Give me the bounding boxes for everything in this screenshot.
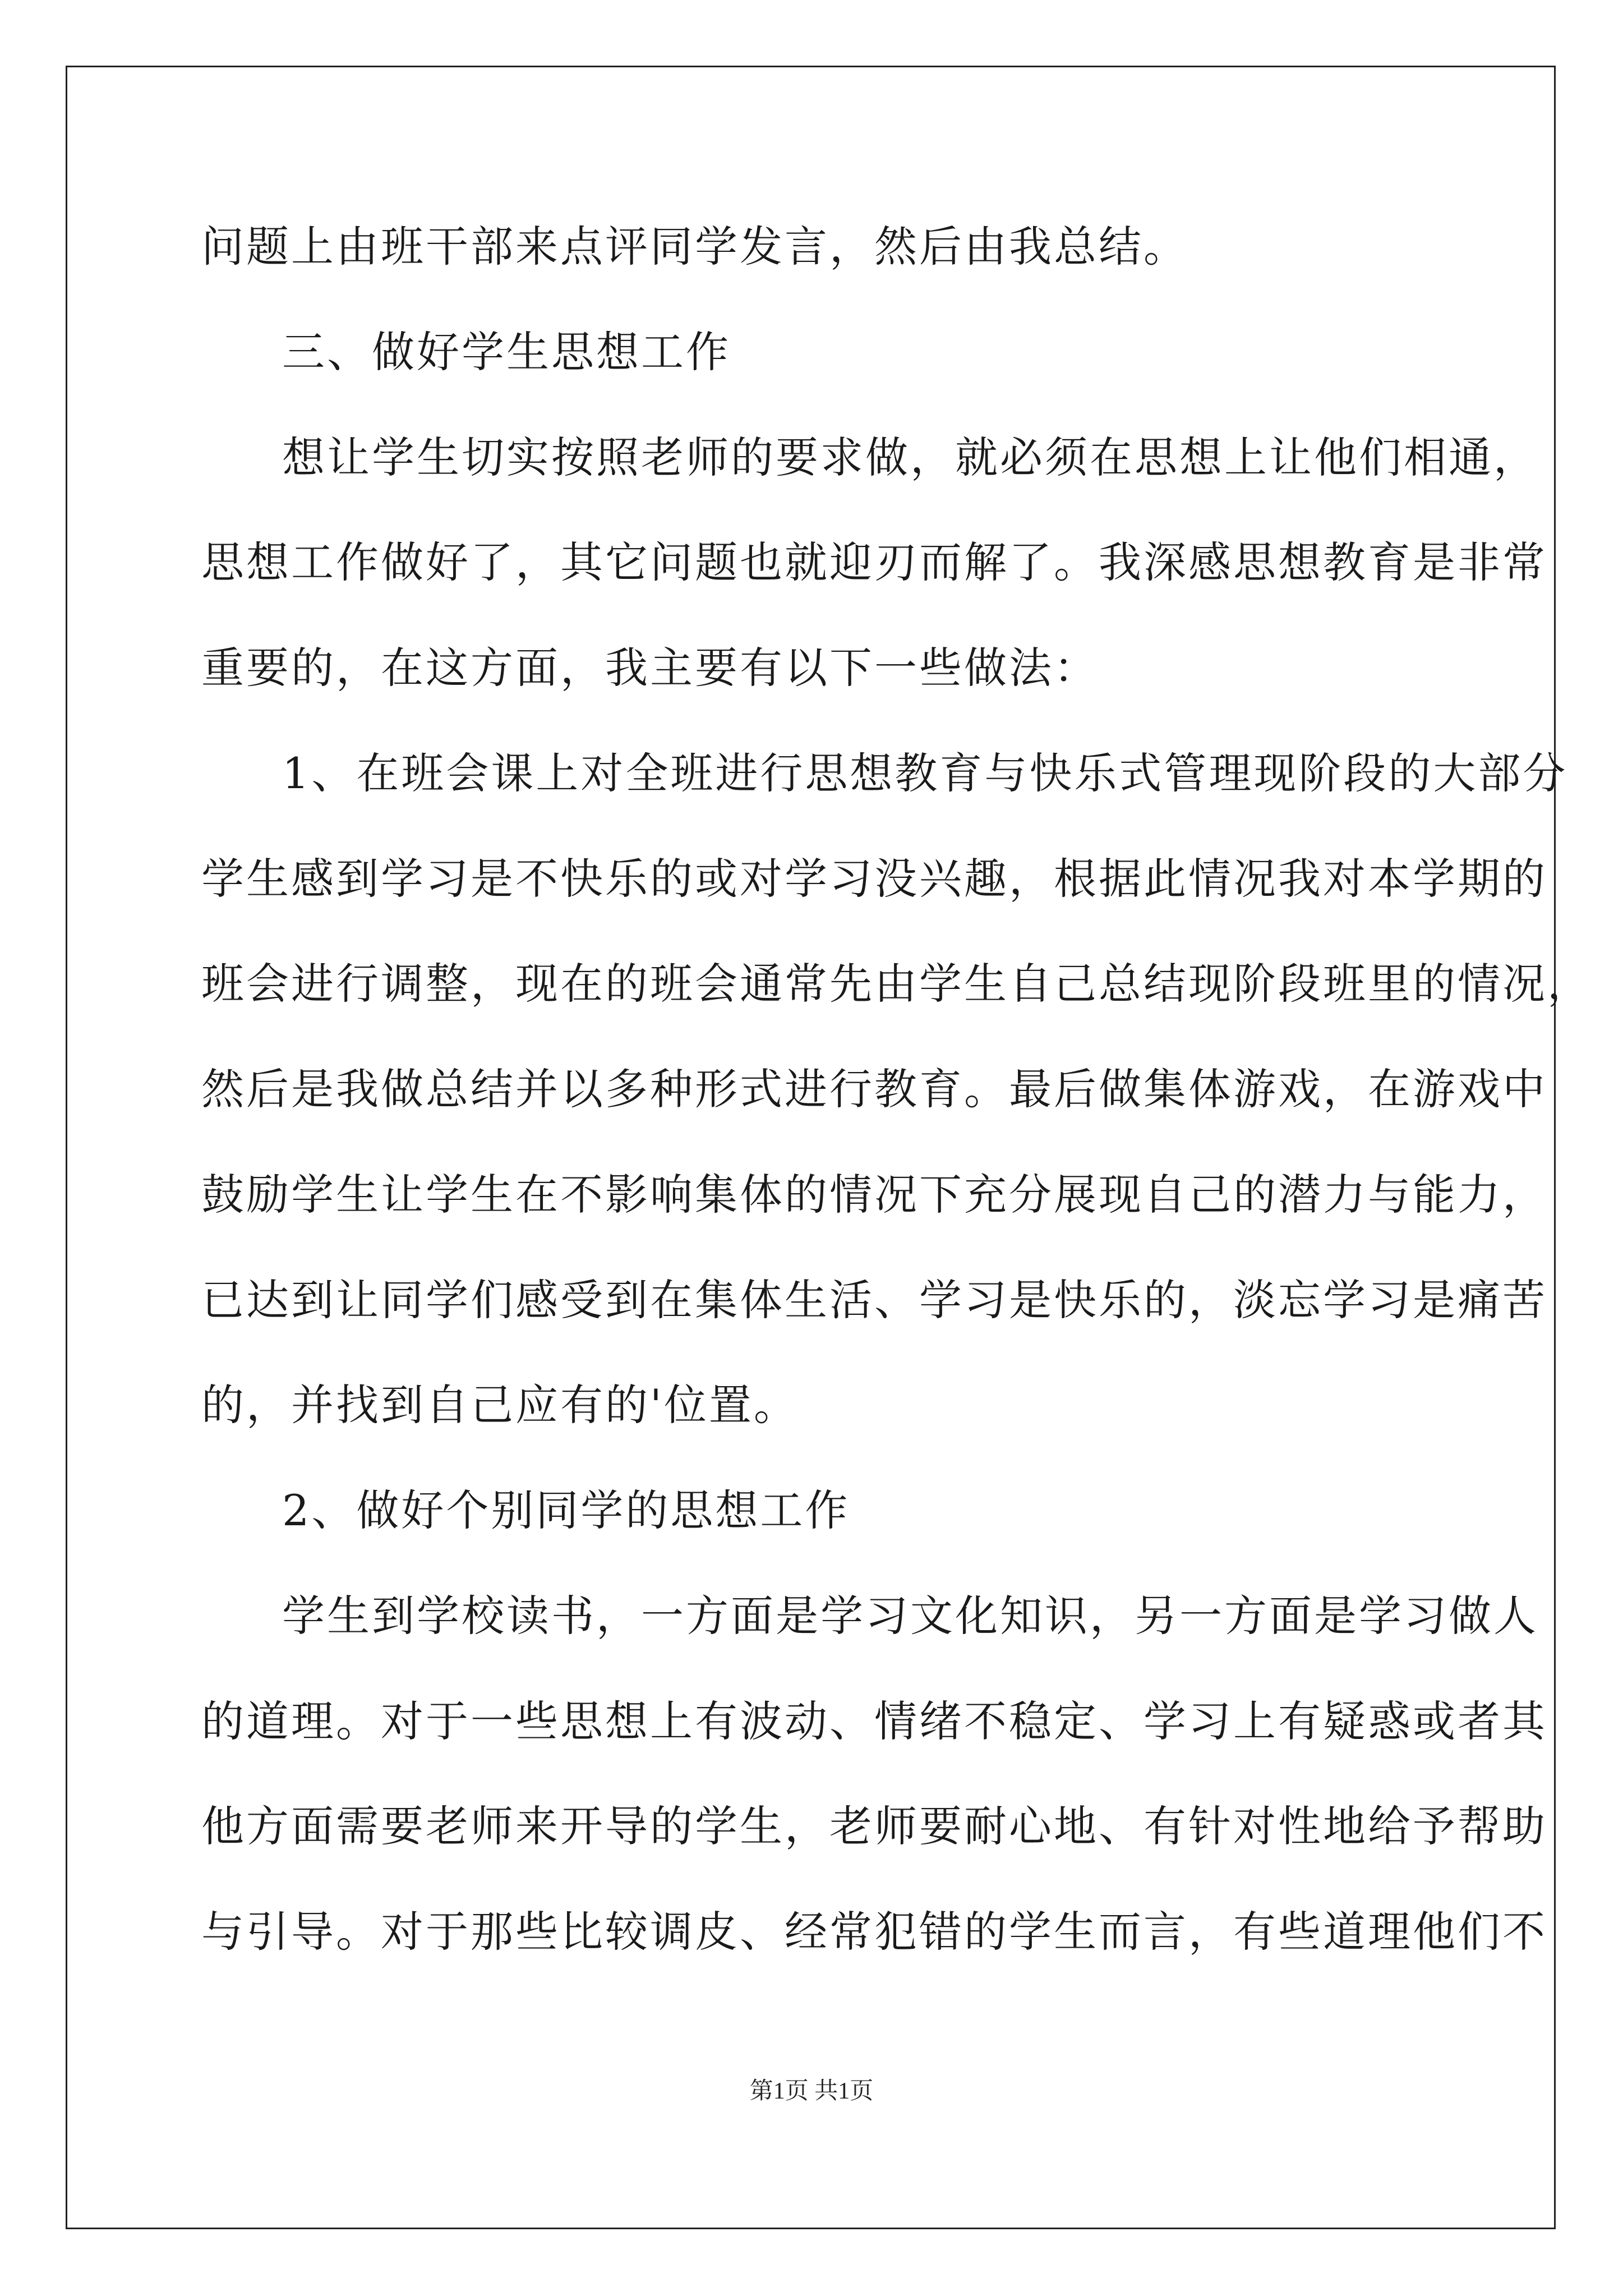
text-line: 1、在班会课上对全班进行思想教育与快乐式管理现阶段的大部分 bbox=[282, 748, 1568, 798]
page-number-footer: 第1页 共1页 bbox=[749, 2078, 874, 2104]
text-line: 然后是我做总结并以多种形式进行教育。最后做集体游戏，在游戏中 bbox=[201, 1064, 1547, 1114]
text-line: 的，并找到自己应有的'位置。 bbox=[201, 1380, 799, 1430]
section-heading: 三、做好学生思想工作 bbox=[282, 327, 731, 377]
text-line: 想让学生切实按照老师的要求做，就必须在思想上让他们相通， bbox=[282, 432, 1538, 482]
section-heading: 2、做好个别同学的思想工作 bbox=[282, 1485, 850, 1535]
text-line: 的道理。对于一些思想上有波动、情绪不稳定、学习上有疑惑或者其 bbox=[201, 1696, 1547, 1746]
text-line: 问题上由班干部来点评同学发言，然后由我总结。 bbox=[201, 222, 1188, 272]
text-line: 与引导。对于那些比较调皮、经常犯错的学生而言，有些道理他们不 bbox=[201, 1907, 1547, 1957]
text-line: 重要的，在这方面，我主要有以下一些做法： bbox=[201, 643, 1099, 693]
text-line: 思想工作做好了，其它问题也就迎刃而解了。我深感思想教育是非常 bbox=[201, 537, 1547, 587]
text-line: 班会进行调整，现在的班会通常先由学生自己总结现阶段班里的情况， bbox=[201, 959, 1592, 1009]
text-line: 已达到让同学们感受到在集体生活、学习是快乐的，淡忘学习是痛苦 bbox=[201, 1275, 1547, 1325]
text-line: 鼓励学生让学生在不影响集体的情况下充分展现自己的潜力与能力， bbox=[201, 1170, 1547, 1220]
text-line: 学生感到学习是不快乐的或对学习没兴趣，根据此情况我对本学期的 bbox=[201, 854, 1547, 904]
text-line: 他方面需要老师来开导的学生，老师要耐心地、有针对性地给予帮助 bbox=[201, 1801, 1547, 1851]
text-line: 学生到学校读书，一方面是学习文化知识，另一方面是学习做人 bbox=[282, 1591, 1538, 1641]
